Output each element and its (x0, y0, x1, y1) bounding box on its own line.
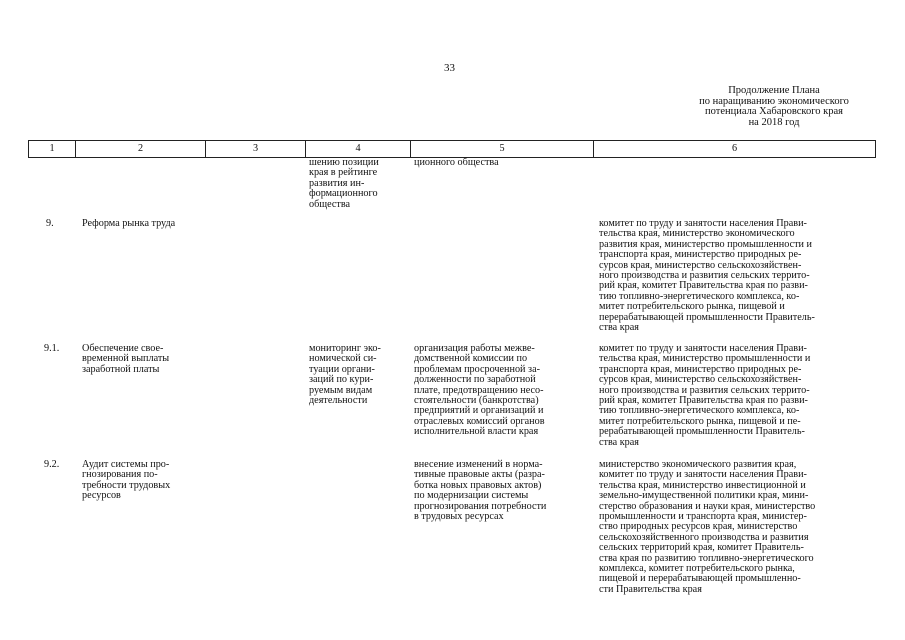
text-line: сельских территорий края, комитет Правитель- (599, 542, 804, 554)
text-line: руемым видам (309, 384, 373, 396)
text-line: митет потребительского рынка, пищевой и (599, 301, 785, 313)
row-indicator (309, 344, 381, 406)
text-line: министерство экономического развития края, (599, 459, 797, 470)
text-line: пищевой и перерабатывающей промышленно- (599, 573, 801, 585)
text-line: ного производства и развития сельских террито- (599, 384, 810, 396)
text-line: стерство образования и науки края, министерство (599, 500, 816, 512)
row-number: 9.1. (44, 343, 60, 354)
row-number: 9. (46, 218, 54, 229)
text-line: в трудовых ресурсах (414, 511, 504, 523)
text-line: временной выплаты (82, 353, 170, 365)
caption-line: по наращиванию экономического (699, 95, 849, 107)
text-line: сти Правительства края (599, 583, 702, 595)
text-line: домственной комиссии по (414, 353, 528, 365)
caption-line: на 2018 год (748, 116, 800, 128)
text-line: формационного (309, 188, 378, 200)
text-line: плате, предотвращению несо- (414, 384, 544, 396)
text-line: Обеспечение свое- (82, 343, 164, 354)
text-line: заработной платы (82, 363, 160, 375)
text-line: отраслевых комиссий органов (414, 415, 545, 427)
text-line: мониторинг эко- (309, 343, 381, 354)
row-action (414, 344, 545, 438)
text-line: шению позиции (309, 157, 379, 168)
text-line: края в рейтинге (309, 167, 378, 179)
text-line: земельно-имущественной политики края, мини- (599, 490, 809, 502)
text-line: по модернизации системы (414, 490, 529, 502)
text-line: гнозирования по- (82, 469, 158, 481)
caption-line: потенциала Хабаровского края (705, 106, 843, 118)
text-line: Аудит системы про- (82, 459, 170, 470)
text-line: ресурсов (82, 490, 121, 502)
column-header-1: 1 (28, 141, 75, 157)
text-line: ботка новых правовых актов) (414, 479, 542, 491)
text-line: митет потребительского рынка, пищевой и пе- (599, 415, 801, 427)
text-line: Реформа рынка труда (82, 218, 176, 229)
text-line: перерабатывающей промышленности Правитель- (599, 311, 815, 323)
text-line: сурсов края, министерство сельскохозяйствен- (599, 259, 802, 271)
row-name (82, 344, 169, 375)
row-responsible (599, 344, 810, 448)
text-line: тию топливно-энергетического комплекса, ко- (599, 290, 800, 302)
text-line: рий края, комитет Правительства края по разви- (599, 280, 808, 292)
text-line: комитет по труду и занятости населения Прави- (599, 469, 807, 481)
text-line: комитет по труду и занятости населения Прави- (599, 218, 807, 229)
text-line: долженности по заработной (414, 374, 536, 386)
caption-line: Продолжение Плана (728, 85, 820, 96)
text-line: комплекса, комитет потребительского рынка, (599, 563, 795, 575)
page-number: 33 (444, 62, 455, 74)
text-line: организация работы межве- (414, 343, 535, 354)
text-line: транспорта края, министерство природных ре- (599, 363, 802, 375)
row-number: 9.2. (44, 459, 60, 470)
column-header-2: 2 (75, 141, 205, 157)
column-header-6: 6 (593, 141, 876, 157)
text-line: комитет по труду и занятости населения Прави- (599, 343, 807, 354)
continuation-col4 (309, 158, 379, 210)
text-line: заций по кури- (309, 374, 374, 386)
row-responsible (599, 460, 815, 595)
text-line: тельства края, министерство промышленности и (599, 353, 811, 365)
column-header-5: 5 (410, 141, 593, 157)
text-line: ства края по развитию топливно-энергетического (599, 552, 814, 564)
text-line: ства края (599, 436, 639, 448)
document-caption (664, 86, 884, 128)
text-line: развития края, министерство промышленности и (599, 238, 812, 250)
text-line: тельства края, министерство экономического (599, 228, 795, 240)
column-header-4: 4 (305, 141, 410, 157)
text-line: ство природных ресурсов края, министерство (599, 521, 798, 533)
row-name (82, 460, 170, 502)
text-line: общества (309, 198, 351, 210)
text-line: тию топливно-энергетического комплекса, ко- (599, 405, 800, 417)
text-line: внесение изменений в норма- (414, 459, 543, 470)
text-line: ства края (599, 322, 639, 334)
text-line: тивные правовые акты (разра- (414, 469, 545, 481)
row-responsible (599, 219, 815, 333)
text-line: предприятий и организаций и (414, 405, 544, 417)
table-header-row (28, 140, 876, 158)
text-line: ного производства и развития сельских террито- (599, 270, 810, 282)
text-line: рий края, комитет Правительства края по разви- (599, 395, 808, 407)
row-action (414, 460, 546, 522)
text-line: промышленности и транспорта края, министер- (599, 511, 807, 523)
text-line: деятельности (309, 395, 368, 407)
text-line: стоятельности (банкротства) (414, 395, 539, 407)
text-line: рерабатывающей промышленности Правитель- (599, 426, 805, 438)
text-line: тельства края, министерство инвестиционной и (599, 479, 806, 491)
text-line: требности трудовых (82, 479, 171, 491)
text-line: сельскохозяйственного производства и развития (599, 531, 809, 543)
column-header-3: 3 (205, 141, 305, 157)
text-line: ционного общества (414, 157, 499, 168)
continuation-col5 (414, 158, 499, 168)
text-line: туации органи- (309, 363, 375, 375)
text-line: развития ин- (309, 177, 365, 189)
row-name (82, 219, 175, 229)
text-line: транспорта края, министерство природных ре- (599, 249, 802, 261)
text-line: сурсов края, министерство сельскохозяйствен- (599, 374, 802, 386)
text-line: номической си- (309, 353, 377, 365)
text-line: исполнительной власти края (414, 426, 539, 438)
text-line: прогнозирования потребности (414, 500, 547, 512)
text-line: проблемам просроченной за- (414, 363, 540, 375)
